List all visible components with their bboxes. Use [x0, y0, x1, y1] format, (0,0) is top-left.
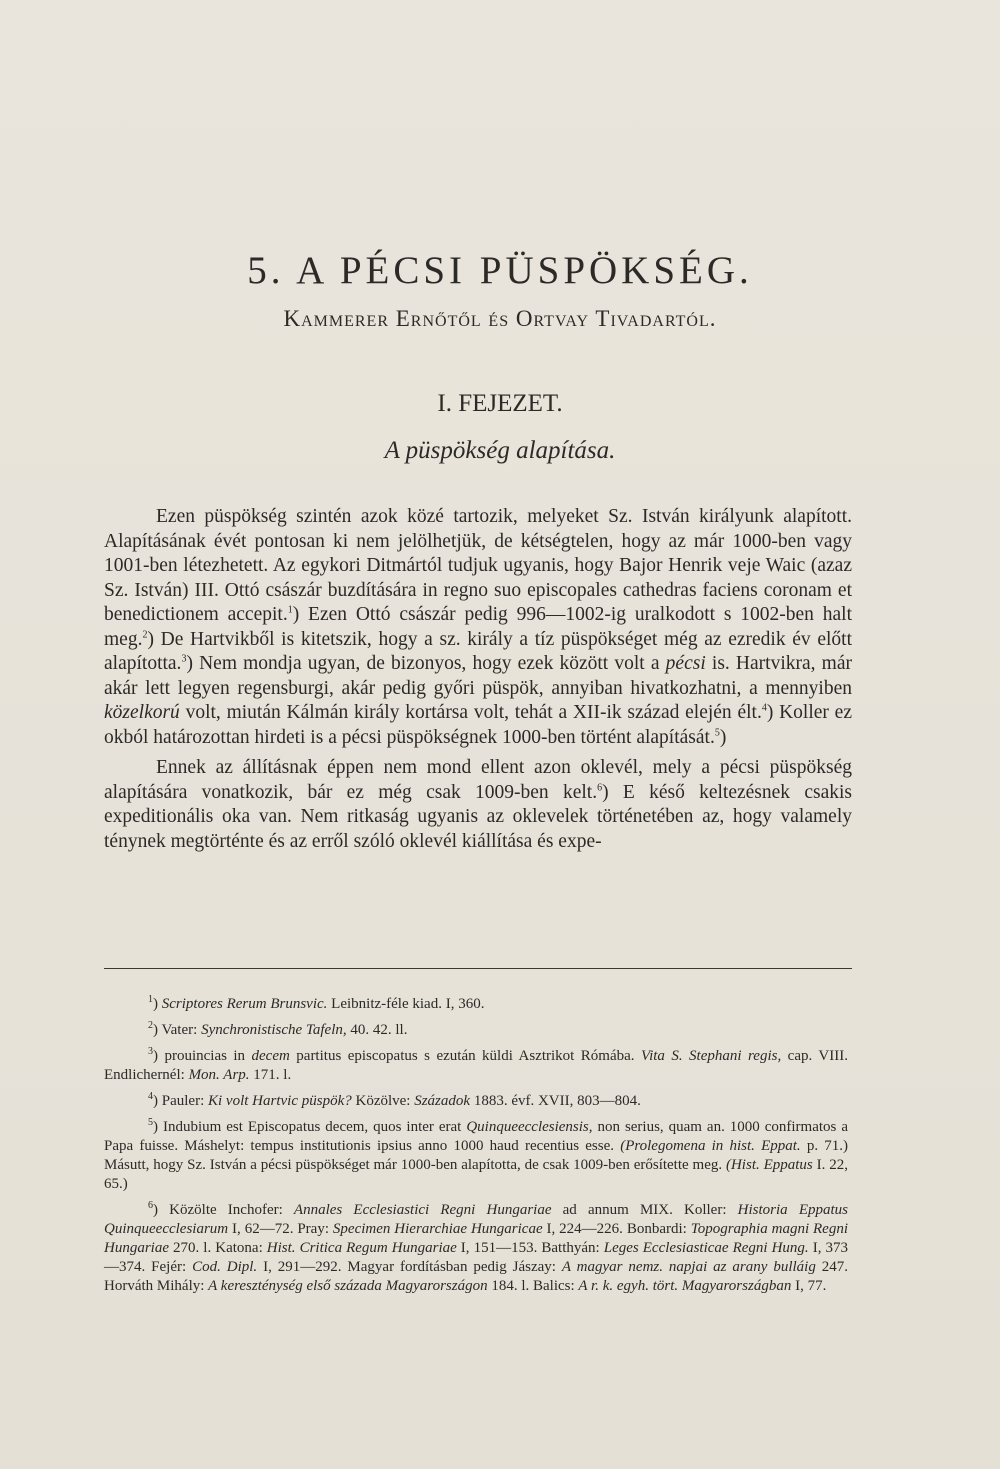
text-span: ) Nem mondja ugyan, de bizonyos, hogy ezek között volt a — [186, 653, 666, 674]
emphasis: Századok — [414, 1093, 471, 1109]
footnote-ref: 1 — [287, 604, 293, 616]
text-span: I, 151—153. Batthyán: — [456, 1240, 604, 1256]
footnote-mark: 5 — [148, 1117, 153, 1128]
emphasis: decem — [251, 1048, 290, 1064]
text-span: I, 224—226. Bonbardi: — [542, 1221, 691, 1237]
text-span: Közölte Inchofer: — [169, 1202, 294, 1218]
section-title: 5. A PÉCSI PÜSPÖKSÉG. — [247, 249, 753, 292]
emphasis: (Prolegomena in hist. Eppat. — [620, 1138, 801, 1154]
emphasis: Cod. Dipl. — [192, 1259, 258, 1275]
emphasis: Synchronistische Tafeln, — [201, 1022, 347, 1038]
main-text — [104, 505, 852, 854]
emphasis: Annales Ecclesiastici Regni Hungariae — [293, 1202, 552, 1218]
footnote-divider — [104, 968, 852, 969]
chapter-heading: I. FEJEZET. — [437, 390, 563, 417]
emphasis: Ki volt Hartvic püspök? — [208, 1093, 352, 1109]
text-span: ad annum MIX. Koller: — [551, 1202, 738, 1218]
footnote-ref: 3 — [181, 653, 187, 665]
text-span: I, 373—374. Fejér: — [104, 1240, 848, 1275]
text-span: is. Hartvikra, már akár lett legyen regensburgi, akár pedig győri püspök, annyiban hivatkozhatni, a mennyiben — [104, 653, 852, 699]
emphasis: A kereszténység első százada Magyarországon — [208, 1278, 488, 1294]
text-span: ) Koller ez okból határozottan hirdeti is a pécsi püspökségnek 1000-ben történt alapítását. — [104, 702, 852, 748]
authors-line: Kammerer Ernőtől és Ortvay Tivadartól. — [283, 306, 717, 331]
paragraph-1 — [104, 505, 852, 750]
emphasis: Leges Ecclesiasticae Regni Hung. — [603, 1240, 809, 1256]
text-span: ) De Hartvikből is kitetszik, hogy a sz. király a tíz püspökséget még az ezredik év előtt alapította. — [104, 628, 852, 674]
footnote-mark: 6 — [148, 1200, 153, 1211]
emphasis: Specimen Hierarchiae Hungaricae — [332, 1221, 543, 1237]
text-span: 171. l. — [249, 1067, 292, 1083]
text-span: Vater: — [161, 1022, 202, 1038]
footnote-ref: 4 — [761, 702, 767, 714]
text-span: 40. 42. ll. — [346, 1022, 408, 1038]
text-span: Ennek az állításnak éppen nem mond ellent azon oklevél, mely a pécsi püspökség alapítására vonatkozik, bár ez még csak 1009-ben kelt. — [104, 757, 852, 803]
paragraph-2 — [104, 756, 852, 854]
text-span: Indubium est Episcopatus decem, quos inter erat — [162, 1119, 467, 1135]
emphasis: közelkorú — [104, 702, 180, 723]
text-span: Pauler: — [161, 1093, 208, 1109]
chapter-subtitle: A püspökség alapítása. — [384, 437, 616, 464]
text-span: Ezen püspökség szintén azok közé tartozik, melyeket Sz. István királyunk alapított. Alapításának évét pontosan ki nem jelölhetjük, de kétségtelen, hogy az már 1000-ben vagy 1001-ben létezhetett. Az egykori Ditmártól tudjuk ugyanis, hogy Bajor Henrik veje Waic (azaz Sz. István) III. Ottó császár buzdítására in regno suo episcopales cathedras faciens coronam et benedictionem accepit. — [104, 506, 852, 625]
footnote-5: $^5$) Indubium est Episcopatus decem, quos inter erat Quinqueecclesiensis, non serius, quam an. 1000 confirmatos a Papa fuisse. Máshelyt: tempus institutionis ipsius anno 1000 haud recentius esse. (Prolegomena in hist. Eppat. p. 71.) Másutt, hogy Sz. István a pécsi püspökséget már 1000-ben alapította, de csak 1009-ben erősítette meg. (Hist. Eppatus I. 22, 65.) — [104, 1117, 849, 1192]
footnote-mark: 1 — [148, 994, 153, 1005]
text-span: cap. VIII. Endlichernél: — [104, 1048, 848, 1083]
footnote-2: $^2$) Vater: Synchronistische Tafeln, 40. 42. ll. — [148, 1020, 408, 1038]
footnote-ref: 2 — [142, 629, 148, 640]
text-span: ) Ezen Ottó császár pedig 996—1002-ig uralkodott s 1002-ben halt meg. — [104, 604, 853, 650]
emphasis: Historia Eppatus Quinqueecclesiarum — [104, 1202, 848, 1237]
emphasis: Topographia magni Regni Hungariae — [104, 1221, 848, 1256]
emphasis: Vita S. Stephani regis, — [641, 1048, 782, 1064]
footnote-3: $^3$) prouincias in decem partitus episcopatus s ezután küldi Asztrikot Rómába. Vita S. Stephani regis, cap. VIII. Endlichernél: Mon. Arp. 171. l. — [104, 1046, 848, 1083]
text-span: p. 71.) Másutt, hogy Sz. István a pécsi püspökséget már 1000-ben alapította, de csak 1009-ben erősítette meg. — [104, 1138, 848, 1173]
text-span: Közölve: — [351, 1093, 415, 1109]
footnotes — [104, 990, 848, 1296]
text-span: I. 22, 65.) — [104, 1157, 849, 1192]
footnote-mark: 3 — [148, 1046, 153, 1057]
footnote-6: $^6$) Közölte Inchofer: Annales Ecclesiastici Regni Hungariae ad annum MIX. Koller: Historia Eppatus Quinqueecclesiarum I, 62—72. Pray: Specimen Hierarchiae Hungaricae I, 224—226. Bonbardi: Topographia magni Regni Hungariae 270. l. Katona: Hist. Critica Regum Hungariae I, 151—153. Batthyán: Leges Ecclesiasticae Regni Hung. I, 373—374. Fejér: Cod. Dipl. I, 291—292. Magyar fordításban pedig Jászay: A magyar nemz. napjai az arany bulláig 247. Horváth Mihály: A kereszténység első százada Magyarországon 184. l. Balics: A r. k. egyh. tört. Magyarországban I, 77. — [104, 1200, 848, 1294]
text-span: ) E késő keltezésnek csakis expeditionális oka van. Nem ritkaság ugyanis az oklevelek történetében az, hogy valamely ténynek megtörténte és az erről szóló oklevél kiállítása és expe- — [104, 781, 852, 852]
text-span: I, 62—72. Pray: — [228, 1221, 333, 1237]
emphasis: A magyar nemz. napjai az arany bulláig — [561, 1259, 816, 1275]
emphasis: A r. k. egyh. tört. Magyarországban — [578, 1278, 792, 1294]
text-span: I, 77. — [791, 1278, 827, 1294]
text-span: 270. l. Katona: — [169, 1240, 267, 1256]
footnote-ref: 6 — [597, 782, 603, 793]
emphasis: Mon. Arp. — [188, 1067, 250, 1083]
text-span: non serius, quam an. 1000 confirmatos a Papa fuisse. Máshelyt: tempus institutionis ipsius anno 1000 haud recentius esse. — [104, 1119, 848, 1154]
emphasis: Hist. Critica Regum Hungariae — [266, 1240, 457, 1256]
text-span: Leibnitz-féle kiad. I, 360. — [327, 996, 485, 1012]
emphasis: Scriptores Rerum Brunsvic. — [161, 996, 328, 1012]
text-span: partitus episcopatus s ezután küldi Asztrikot Rómába. — [289, 1048, 642, 1064]
footnote-mark: 2 — [148, 1020, 153, 1031]
footnote-4: $^4$) Pauler: Ki volt Hartvic püspök? Közölve: Századok 1883. évf. XVII, 803—804. — [148, 1091, 641, 1109]
text-span: prouincias in — [164, 1048, 252, 1064]
text-span: 1883. évf. XVII, 803—804. — [470, 1093, 641, 1109]
text-span: 247. Horváth Mihály: — [104, 1259, 848, 1294]
emphasis: pécsi — [665, 653, 706, 674]
emphasis: (Hist. Eppatus — [725, 1157, 813, 1173]
footnote-ref: 5 — [714, 727, 720, 738]
footnote-1: $^1$) Scriptores Rerum Brunsvic. Leibnitz-féle kiad. I, 360. — [148, 994, 485, 1012]
text-span: I, 291—292. Magyar fordításban pedig Jászay: — [257, 1259, 562, 1275]
text-span: ) — [719, 726, 727, 748]
emphasis: Quinqueecclesiensis, — [466, 1119, 593, 1135]
text-span: 184. l. Balics: — [487, 1278, 579, 1294]
footnote-mark: 4 — [148, 1091, 153, 1102]
text-span: volt, miután Kálmán király kortársa volt, tehát a XII-ik század elején élt. — [179, 702, 762, 723]
